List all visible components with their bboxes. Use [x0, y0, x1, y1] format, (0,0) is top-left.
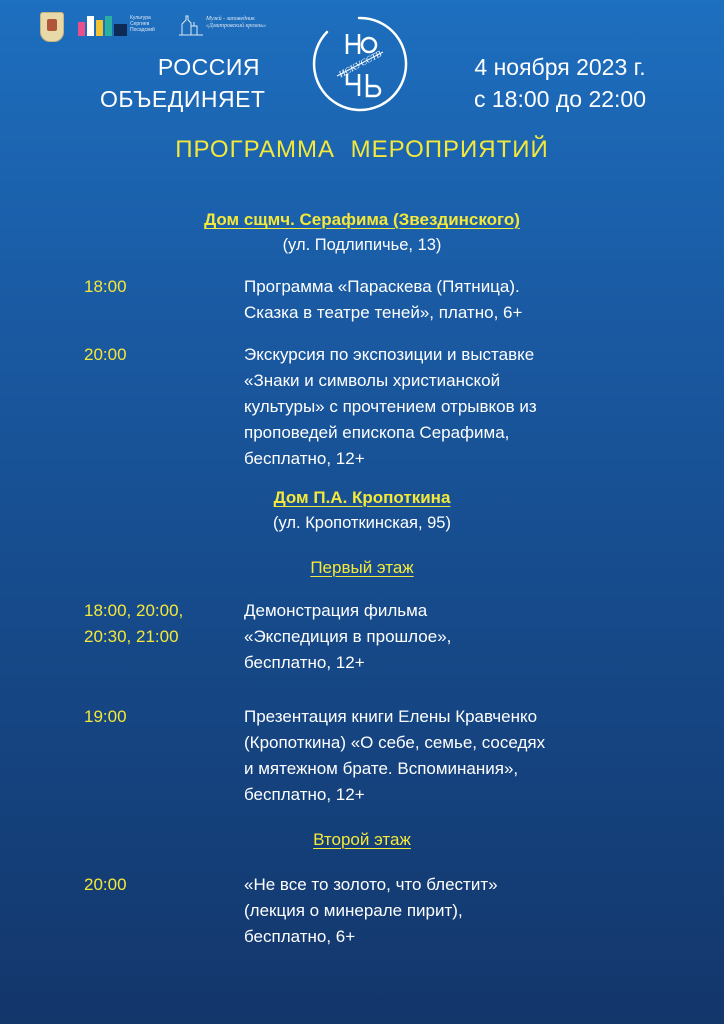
event-time-slot: 20:00: [84, 875, 127, 894]
header-left-line2: ОБЪЕДИНЯЕТ: [100, 86, 266, 112]
event-description: Демонстрация фильма «Экспедиция в прошлое», бесплатно, 12+: [244, 601, 452, 672]
event-time-slot: 19:00: [84, 707, 127, 726]
event-description: Презентация книги Елены Кравченко (Кропоткина) «О себе, семье, соседях и мятежном брате. Вспоминания», бесплатно, 12+: [244, 707, 546, 804]
culture-logo-text: Культура Сергиев Посадский: [130, 15, 155, 33]
event-date: 4 ноября 2023 г.: [474, 54, 646, 80]
floor-heading: [0, 830, 724, 850]
night-of-arts-logo: [307, 12, 411, 116]
venue-title: [0, 210, 724, 230]
city-crest-logo: [40, 12, 64, 42]
floor-heading-text: Первый этаж: [310, 558, 414, 577]
floor-heading: [0, 558, 724, 578]
event-time-slot: 20:00: [84, 345, 127, 364]
page-title: ПРОГРАММА МЕРОПРИЯТИЙ: [175, 136, 549, 163]
event-time: с 18:00 до 22:00: [474, 86, 646, 112]
venue-title-text: Дом П.А. Кропоткина: [273, 488, 451, 507]
venue-title: [0, 488, 724, 508]
event-time-slot: 18:00, 20:00, 20:30, 21:00: [84, 601, 184, 646]
event-description: Экскурсия по экспозиции и выставке «Знаки и символы христианской культуры» с прочтением отрывков из проповедей епископа Серафима, бесплатно, 12+: [244, 345, 537, 468]
event-description: «Не все то золото, что блестит» (лекция о минерале пирит), бесплатно, 6+: [244, 875, 498, 946]
venue-address: (ул. Кропоткинская, 95): [273, 514, 451, 532]
culture-logo: [78, 16, 126, 36]
floor-heading-text: Второй этаж: [313, 830, 411, 849]
event-description: Программа «Параскева (Пятница). Сказка в театре теней», платно, 6+: [244, 277, 523, 322]
venue-title-text: Дом сщмч. Серафима (Звездинского): [204, 210, 520, 229]
header-left-line1: РОССИЯ: [157, 54, 260, 80]
event-time-slot: 18:00: [84, 277, 127, 296]
venue-address: (ул. Подлипичье, 13): [282, 236, 442, 254]
museum-logo-text: Музей - заповедник «Дмитровский кремль»: [206, 16, 266, 29]
museum-kremlin-icon: [178, 14, 204, 36]
night-logo-subtitle: ИСКУССТВ: [336, 48, 384, 80]
